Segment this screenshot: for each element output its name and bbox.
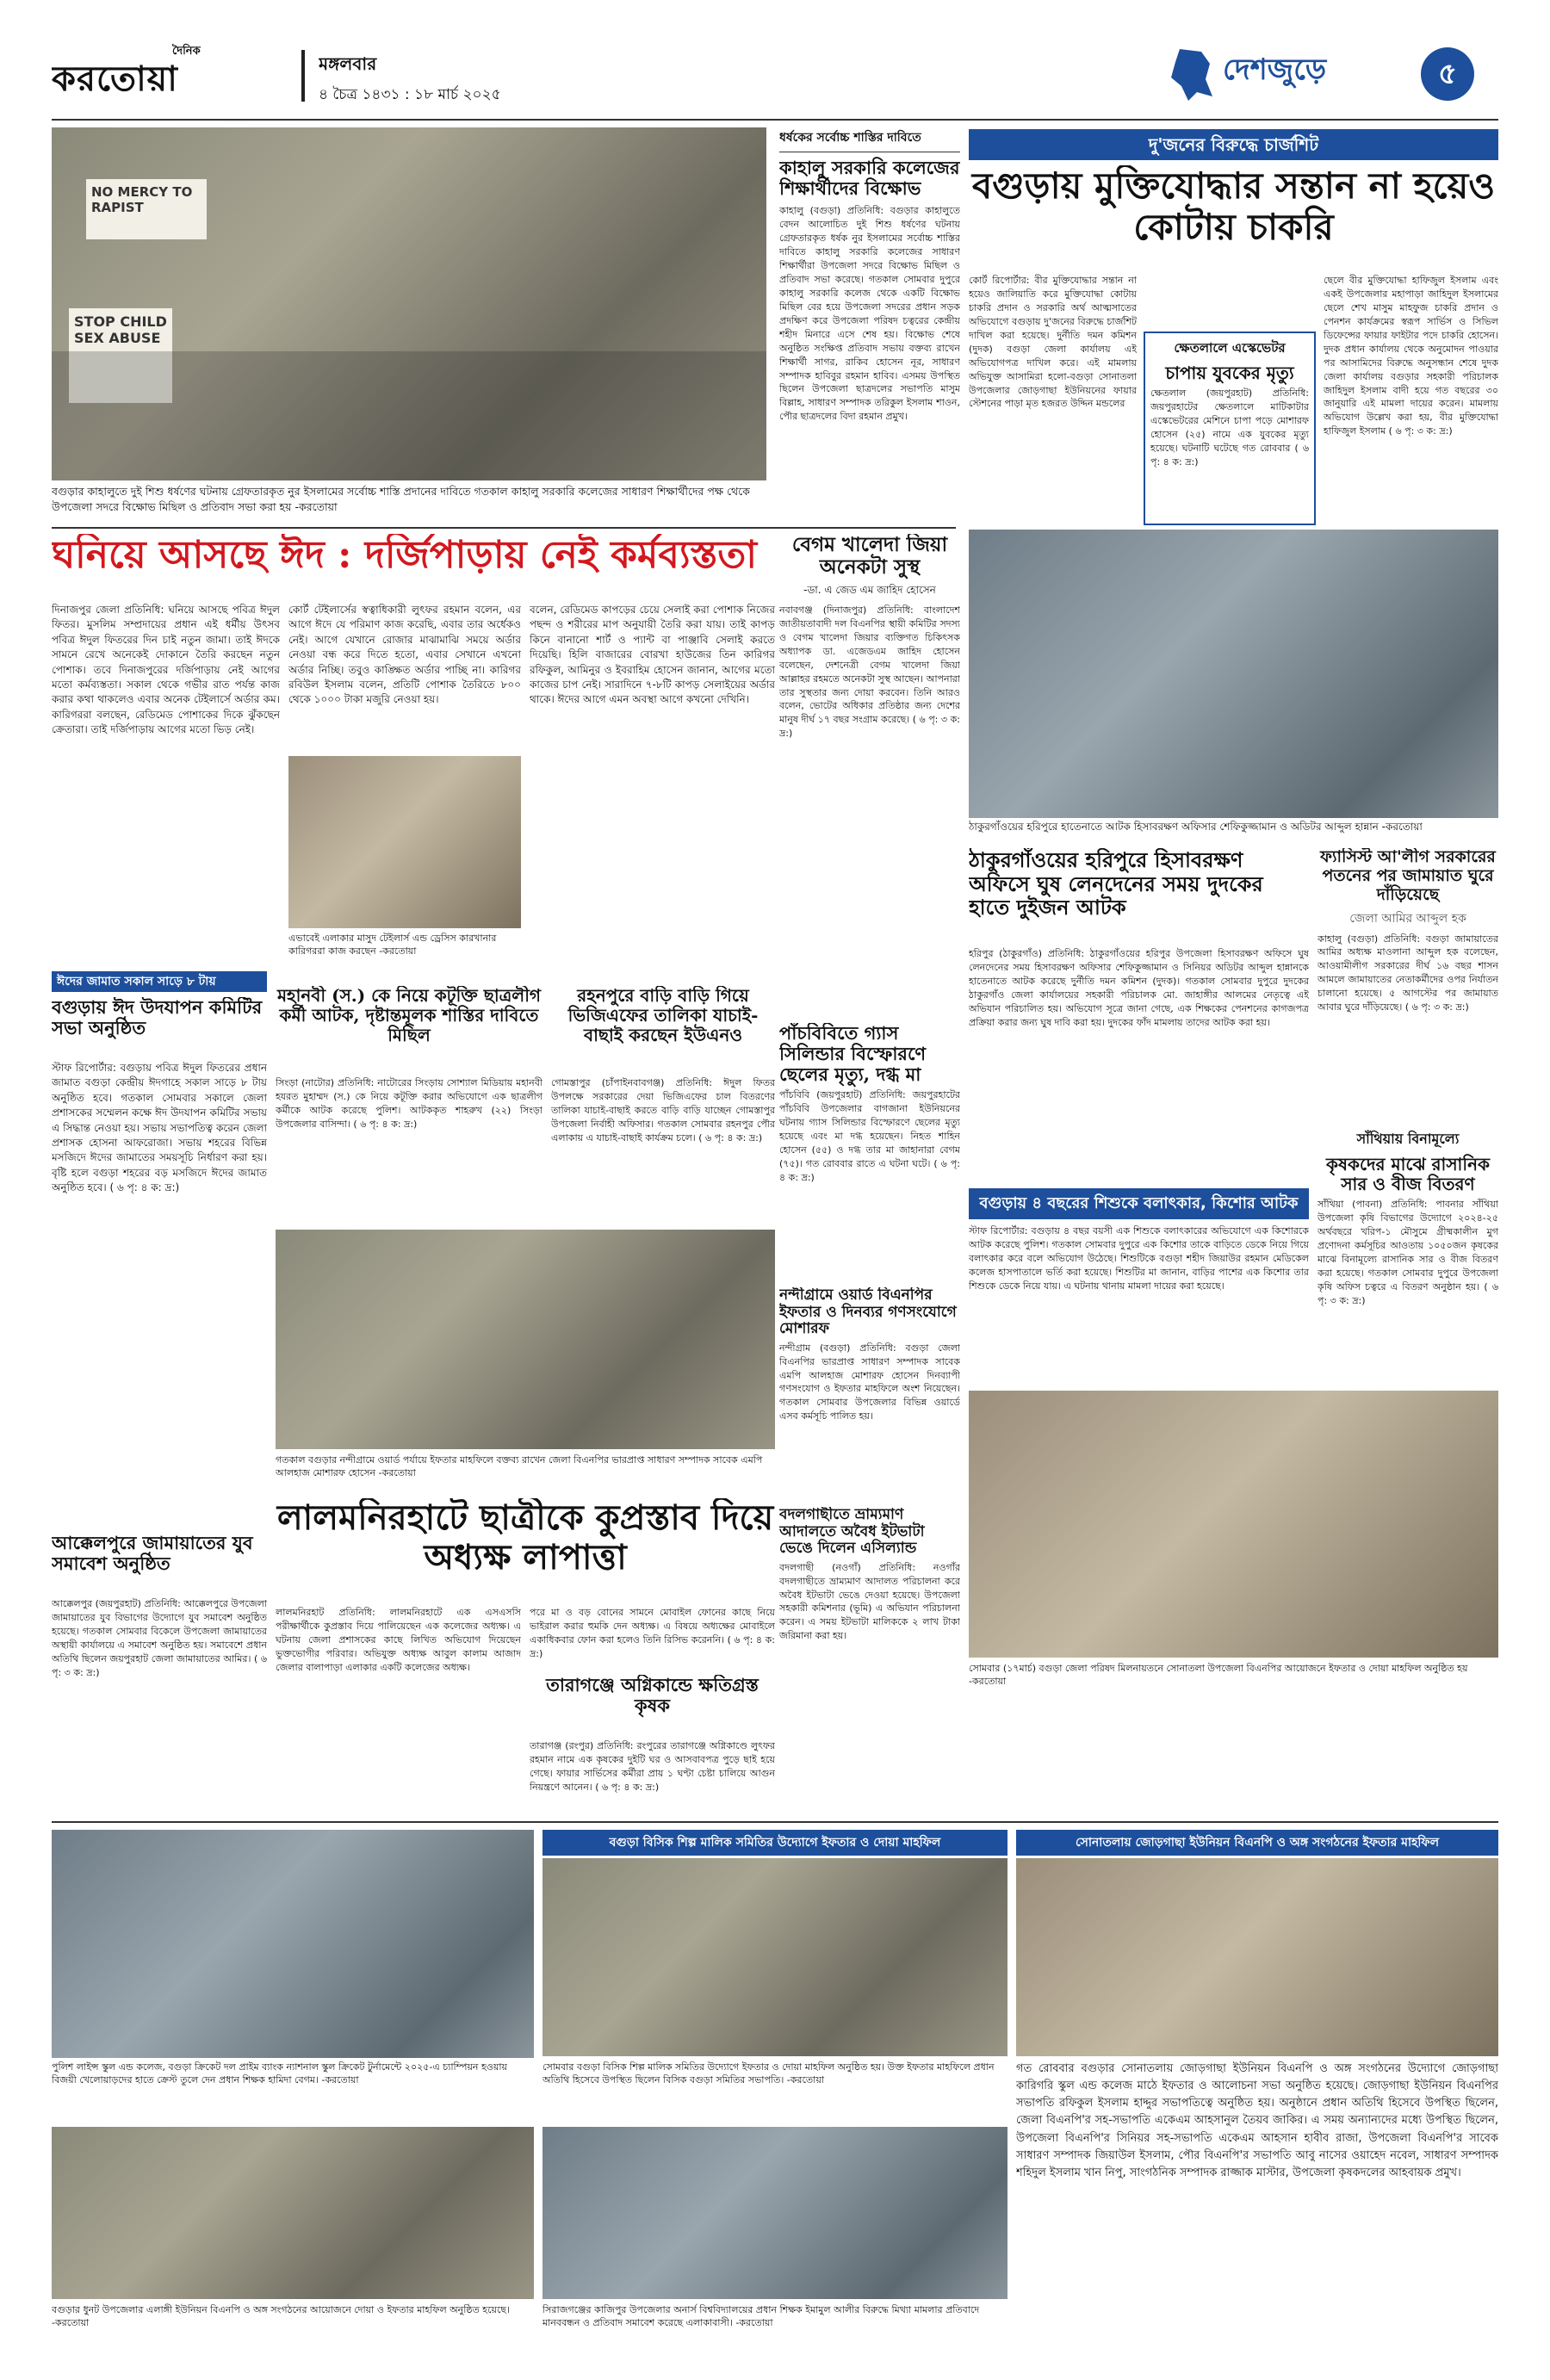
khetlal-article	[1144, 332, 1316, 525]
haripur-body: হরিপুর (ঠাকুরগাঁও) প্রতিনিধি: ঠাকুরগাঁওয়ের হরিপুর উপজেলা হিসাবরক্ষণ অফিসে ঘুষ লেনদেনের সময় হিসাবরক্ষণ অফিসার শেফিকুজ্জামান ও সিনিয়র অডিটর আব্দুল হান্নানকে হাতেনাতে আটক করেছে দুর্নীতি দমন কমিশন (দুদক)। গতকাল সোমবার দুপুরে দুদকের ঠাকুরগাঁও জেলা কার্যালয়ের সহকারী পরিচালক মো. জাহাঙ্গীর আলমের নেতৃত্বে এই অভিযান পরিচালিত হয়। অভিযোগ সূত্রে জানা গেছে, এক শিক্ষকের পেনশনের কাগজপত্র প্রক্রিয়া করার জন্য ঘুষ দাবি করা হয়। দুদকের ফাঁদ মামলায় তাদের আটক করা হয়।	[969, 948, 1309, 1028]
nondigram-photo	[276, 1230, 775, 1449]
fascist-byline: জেলা আমির আব্দুল হক	[1349, 911, 1466, 926]
placard-2: STOP CHILD SEX ABUSE	[69, 308, 172, 403]
eid-headline: ঘনিয়ে আসছে ঈদ : দর্জিপাড়ায় নেই কর্মব্যস্ততা	[52, 534, 758, 577]
logo-main: করতোয়া	[52, 59, 178, 99]
chargesheet-body-2: ছেলে বীর মুক্তিযোদ্ধা হাফিজুল ইসলাম এবং একই উপজেলার মহাপাড়া জাহিদুল ইসলামের ছেলে শেখ মাসুম মাহফুজ চাকরি প্রদান ও পেনশন কার্যক্রমের স্বরূপ সার্ভিস ও সিভিল ডিফেন্সের ফায়ার ফাইটার পদে চাকরি হোসেন। দুদক প্রধান কার্যালয় থেকে অনুমোদন পাওয়ার পর আসামিদের বিরুদ্ধে অনুসন্ধান শেষে দুদক জেলা কার্যালয় বগুড়ার সহকারী পরিচালক জাহিদুল ইসলাম বাদী হয়ে গত বছরের ৩০ জানুয়ারি এই মামলা দায়ের করেন। মামলায় অভিযোগ উল্লেখ করা হয়, বীর মুক্তিযোদ্ধা হাফিজুল ইসলাম ( ৬ পৃ: ৩ ক: দ্র:)	[1324, 275, 1498, 437]
logo	[52, 43, 310, 108]
police-cricket-photo	[52, 1830, 534, 2058]
lalmonirhat-body-2: পরে মা ও বড় বোনের সামনে মোবাইল ফোনের কাছে নিয়ে ভাইরাল করার হুমকি দেন অধ্যক্ষ। এ বিষয়ে অধ্যক্ষের মোবাইলে একাধিকবার ফোন করা হলেও তিনি রিসিভ করেননি। ( ৬ পৃ: ৪ ক: দ্র:)	[530, 1607, 775, 1659]
fascist-article	[1318, 848, 1498, 1124]
kazipur-caption: সিরাজগঞ্জের কাজিপুর উপজেলার অনার্স বিশ্ববিদ্যালয়ের প্রধান শিক্ষক ইমামুল আলীর বিরুদ্ধে মিথ্যা মামলার প্রতিবাদে মানববন্ধন ও প্রতিবাদ সমাবেশ করেছে এলাকাবাসী। -করতোয়া	[542, 2304, 980, 2329]
bisic-banner: বগুড়া বিসিক শিল্প মালিক সমিতির উদ্যোগে ইফতার ও দোয়া মাহফিল	[542, 1830, 1008, 1856]
eid-body-1: দিনাজপুর জেলা প্রতিনিধি: ঘনিয়ে আসছে পবিত্র ঈদুল ফিতর। মুসলিম সম্প্রদায়ের প্রধান এই ধর্মীয় উৎসব পবিত্র ঈদুল ফিতরের দিন চাই নতুন জামা। তাই ঈদকে সামনে রেখে অনেকেই দোকানে তৈরি করছেন নতুন পোশাক। তবে দিনাজপুরের দর্জিপাড়ায় নেই আগের মতো কর্মব্যস্ততা। সকাল থেকে গভীর রাত পর্যন্ত কাজ করার কথা থাকলেও এবার অনেক টেইলার্সে অর্ডার কম। কারিগররা বলছেন, রেডিমেড পোশাকের দিকে ঝুঁকছেন ক্রেতারা। তাই দর্জিপাড়ায় আগের মতো ভিড় নেই।	[52, 604, 280, 736]
masthead-divider	[301, 50, 305, 102]
jamat-banner: ঈদের জামাত সকাল সাড়ে ৮ টায়	[52, 971, 267, 992]
santhia-article	[1318, 1128, 1498, 1386]
bisic-caption: সোমবার বগুড়া বিসিক শিল্প মালিক সমিতির উদ্যোগে ইফতার ও দোয়া মাহফিল অনুষ্ঠিত হয়। উক্ত ইফতার মাহফিলে প্রধান অতিথি হিসেবে উপস্থিত ছিলেন বিসিক বগুড়া সমিতির সভাপতি। -করতোয়া	[542, 2061, 995, 2086]
rohonpur-body: গোমস্তাপুর (চাঁপাইনবাবগঞ্জ) প্রতিনিধি: ঈদুল ফিতর উপলক্ষে সরকারের দেয়া ভিজিএফের চাল বিতরণের তালিকা যাচাই-বাছাই করতে বাড়ি বাড়ি যাচ্ছেন গোমস্তাপুর উপজেলা নির্বাহী অফিসার। গতকাল সোমবার রহনপুর পৌর এলাকায় এ যাচাই-বাছাই কার্যক্রম চলে। ( ৬ পৃ: ৪ ক: দ্র:)	[551, 1077, 775, 1144]
taraganj-headline: তারাগঞ্জে অগ্নিকান্ডে ক্ষতিগ্রস্ত কৃষক	[546, 1675, 759, 1717]
kahalu-body: কাহালু (বগুড়া) প্রতিনিধি: বগুড়ার কাহালুতে বেদন আলোচিত দুই শিশু ধর্ষণের ঘটনায় গ্রেফতারকৃত ধর্ষক নুর ইসলামের সর্বোচ্চ শাস্তির দাবিতে কাহালু সরকারি কলেজের সাধারণ শিক্ষার্থীরা উপজেলা সদরে বিক্ষোভ মিছিল ও প্রতিবাদ সভা করেছে। গতকাল সোমবার দুপুরে কাহালু সরকারি কলেজ থেকে একটি বিক্ষোভ মিছিল বের হয়ে উপজেলা সদরের প্রধান সড়ক প্রদক্ষিণ করে উপজেলা পরিষদ চত্বরের কেন্দ্রীয় শহীদ মিনারে এসে শেষ হয়। বিক্ষোভ শেষে অনুষ্ঠিত সংক্ষিপ্ত প্রতিবাদ সভায় বক্তব্য রাখেন শিক্ষার্থী সাগর, রাকিব হোসেন নূর, সাধারণ সম্পাদক হাবিবুর রহমান হাবিব। এসময় উপস্থিত ছিলেন উপজেলা ছাত্রদলের সভাপতি মাসুম বিল্লাহ, সাধারণ সম্পাদক তরিকুল ইসলাম শাওন, পৌর ছাত্রদলের বিদা রহমান প্রমুখ।	[779, 205, 960, 423]
rule-bottom	[52, 1821, 1498, 1823]
jorgachha-banner: সোনাতলায় জোড়গাছা ইউনিয়ন বিএনপি ও অঙ্গ সংগঠনের ইফতার মাহফিল	[1016, 1830, 1498, 1856]
haripur-headline: ঠাকুরগাঁওয়ের হরিপুরে হিসাবরক্ষণ অফিসে ঘুষ লেনদেনের সময় দুদকের হাতে দুইজন আটক	[969, 848, 1263, 920]
pachbibi-headline: পাঁচবিবিতে গ্যাস সিলিন্ডার বিস্ফোরণে ছেলের মৃত্যু, দগ্ধ মা	[779, 1023, 927, 1086]
kahalu-article	[779, 127, 960, 524]
santhia-headline: কৃষকদের মাঝে রাসানিক সার ও বীজ বিতরণ	[1325, 1154, 1491, 1194]
santhia-body: সাঁথিয়া (পাবনা) প্রতিনিধি: পাবনার সাঁথিয়া উপজেলা কৃষি বিভাগের উদ্যোগে ২০২৪-২৫ অর্থবছরে খরিপ-১ মৌসুমে গ্রীষ্মকালীন মুগ প্রণোদনা কর্মসূচির আওতায় ১০৫০জন কৃষকের মাঝে বিনামূল্যে রাসানিক সার ও বীজ বিতরণ করা হয়েছে। গতকাল সোমবার দুপুরে উপজেলা কৃষি অফিস চত্বরে এ বিতরণ অনুষ্ঠান হয়। ( ৬ পৃ: ৩ ক: দ্র:)	[1318, 1199, 1498, 1306]
mohanobi-body: সিংড়া (নাটোর) প্রতিনিধি: নাটোরের সিংড়ায় সোশ্যাল মিডিয়ায় মহানবী হযরত মুহাম্মদ (স.) কে নিয়ে কটূক্তি করার অভিযোগে এক ছাত্রলীগ কর্মীকে আটক করেছে পুলিশ। আটককৃত শাহরুখ (২২) সিংড়া উপজেলার বাসিন্দা। ( ৬ পৃ: ৪ ক: দ্র:)	[276, 1077, 542, 1130]
khaleda-body: নবাবগঞ্জ (দিনাজপুর) প্রতিনিধি: বাংলাদেশ জাতীয়তাবাদী দল বিএনপির স্থায়ী কমিটির সদস্য ও বেগম খালেদা জিয়ার ব্যক্তিগত চিকিৎসক অধ্যাপক ডা. এজেডএম জাহিদ হোসেন বলেছেন, দেশনেত্রী বেগম খালেদা জিয়া আল্লাহর রহমতে অনেকটা সুস্থ আছেন। আপনারা তার সুস্থতার জন্য দোয়া করবেন। তিনি আরও বলেন, ভোটের অধিকার প্রতিষ্ঠার জন্য দেশের মানুষ দীর্ঘ ১৭ বছর সংগ্রাম করেছে। ( ৬ পৃ: ৩ ক: দ্র:)	[779, 604, 960, 740]
fascist-body: কাহালু (বগুড়া) প্রতিনিধি: বগুড়া জামায়াতের আমির অধ্যক্ষ মাওলানা আব্দুল হক বলেছেন, আওয়ামীলীগ সরকারের দীর্ঘ ১৬ বছর শাসন আমলে জামায়াতের নেতাকর্মীদের ওপর নির্যাতন চালানো হয়েছে। ৫ আগস্টের পর জামায়াত আবার ঘুরে দাঁড়িয়েছে। ( ৬ পৃ: ৩ ক: দ্র:)	[1318, 933, 1498, 1013]
bodolgachhi-article	[779, 1507, 960, 1817]
dhunat-photo	[52, 2127, 534, 2299]
pachbibi-body: পাঁচবিবি (জয়পুরহাট) প্রতিনিধি: জয়পুরহাটের পাঁচবিবি উপজেলার বাগজানা ইউনিয়নের ঘটনায় গ্যাস সিলিন্ডার বিস্ফোরণে ছেলের মৃত্যু হয়েছে এবং মা দগ্ধ হয়েছেন। নিহত শাহিন হোসেন (৫৫) ও দগ্ধ তার মা জাহানারা বেগম (৭৫)। গত রোববার রাতে এ ঘটনা ঘটে। ( ৬ পৃ: ৪ ক: দ্র:)	[779, 1089, 960, 1184]
masthead-day: মঙ্গলবার	[319, 53, 377, 74]
jamat-headline: বগুড়ায় ঈদ উদযাপন কমিটির সভা অনুষ্ঠিত	[52, 997, 263, 1039]
bodolgachhi-body: বদলগাছী (নওগাঁ) প্রতিনিধি: নওগাঁর বদলগাছীতে ভ্রাম্যমাণ আদালত পরিচালনা করে অবৈধ ইটভাটা ভেঙে দেওয়া হয়েছে। উপজেলা সহকারী কমিশনার (ভূমি) এ অভিযান পরিচালনা করেন। এ সময় ইটভাটা মালিককে ২ লাখ টাকা জরিমানা করা হয়।	[779, 1561, 960, 1642]
jamat-body: স্টাফ রিপোর্টার: বগুড়ায় পবিত্র ঈদুল ফিতরের প্রধান জামাত বগুড়া কেন্দ্রীয় ঈদগাহে সকাল সাড়ে ৮ টায় অনুষ্ঠিত হবে। গতকাল সোমবার সকালে জেলা প্রশাসকের সম্মেলন কক্ষে ঈদ উদযাপন কমিটির সভায় এ সিদ্ধান্ত নেওয়া হয়। সভায় সভাপতিত্ব করেন জেলা প্রশাসক হোসনা আফরোজা। সভায় শহরের বিভিন্ন মসজিদে ঈদের জামাতের সময়সূচি নির্ধারণ করা হয়। বৃষ্টি হলে বগুড়া শহরের বড় মসজিদে ঈদের জামাত অনুষ্ঠিত হবে। ( ৬ পৃ: ৪ ক: দ্র:)	[52, 1062, 267, 1194]
placard-1: NO MERCY TO RAPIST	[86, 179, 207, 239]
kazipur-photo	[542, 2127, 1008, 2299]
masthead-rule	[52, 119, 1498, 121]
tailor-photo	[288, 756, 521, 928]
bodolgachhi-headline: বদলগাছীতে ভ্রাম্যমাণ আদালতে অবৈধ ইটভাটা ভেঙে দিলেন এসিল্যান্ড	[779, 1507, 925, 1558]
page-number: ৫	[1421, 47, 1474, 101]
lalmonirhat-body-1: লালমনিরহাট প্রতিনিধি: লালমনিরহাটে এক এসএসসি পরীক্ষার্থীকে কুপ্রস্তাব দিয়ে পালিয়েছেন এক কলেজের অধ্যক্ষ। এ ঘটনায় জেলা প্রশাসকের কাছে লিখিত অভিযোগ দিয়েছেন ভুক্তভোগীর পরিবার। অভিযুক্ত অধ্যক্ষ আবুল কালাম আজাদ জেলার বালাপাড়া এলাকার একটি কলেজের অধ্যক্ষ।	[276, 1607, 521, 1673]
kahalu-headline: কাহালু সরকারি কলেজের শিক্ষার্থীদের বিক্ষোভ	[779, 157, 960, 200]
abduct-body: স্টাফ রিপোর্টার: বগুড়ায় ৪ বছর বয়সী এক শিশুকে বলাৎকারের অভিযোগে এক কিশোরকে আটক করেছে পুলিশ। গতকাল সোমবার দুপুরে এক কিশোর তাকে বাড়িতে ডেকে নিয়ে গিয়ে বলাৎকার করে বলে অভিযোগ উঠেছে। শিশুটিকে বগুড়া শহীদ জিয়াউর রহমান মেডিকেল কলেজ হাসপাতালে ভর্তি করা হয়েছে। শিশুটির মা জানান, বাড়ির পাশের এক কিশোর তার শিশুকে ডেকে নিয়ে যায়। এ ঘটনায় থানায় মামলা দায়ের করা হয়েছে।	[969, 1225, 1309, 1292]
khaleda-byline: -ডা. এ জেড এম জাহিদ হোসেন	[803, 583, 936, 596]
masthead-date-block	[319, 52, 594, 103]
bisic-photo	[542, 1858, 1008, 2056]
chargesheet-headline: বগুড়ায় মুক্তিযোদ্ধার সন্তান না হয়েও কোটায় চাকরি	[971, 165, 1496, 249]
nondigram-headline: নন্দীগ্রামে ওয়ার্ড বিএনপির ইফতার ও দিনব্যর গণসংযোগে মোশারফ	[779, 1287, 957, 1338]
jorgachha-photo	[1016, 1858, 1498, 2056]
chargesheet-body-1: কোর্ট রিপোর্টার: বীর মুক্তিযোদ্ধার সন্তান না হয়েও জালিয়াতি করে মুক্তিযোদ্ধা কোটায় চাকরি প্রদান ও সরকারি অর্থ আত্মসাতের অভিযোগে বগুড়ায় দু'জনের বিরুদ্ধে চার্জশিট দাখিল করা হয়েছে। দুর্নীতি দমন কমিশন (দুদক) বগুড়া জেলা কার্যালয় এই অভিযোগপত্র দাখিল করে। এই মামলায় অভিযুক্ত আসামিরা হলো-বগুড়া সোনাতলা উপজেলার জোড়গাছা ইউনিয়নের ফায়ার স্টেশনের পাড়া মৃত হজরত উদ্দিন মন্ডলের	[969, 275, 1137, 410]
rohonpur-headline: রহনপুরে বাড়ি বাড়ি গিয়ে ভিজিএফের তালিকা যাচাই-বাছাই করছেন ইউএনও	[567, 986, 759, 1045]
sonatola-meeting-photo	[969, 1391, 1498, 1658]
logo-top: দৈনিক	[172, 45, 201, 58]
kahalu-kicker: ধর্ষকের সর্বোচ্চ শাস্তির দাবিতে	[779, 127, 960, 152]
dhunat-caption: বগুড়ার ধুনট উপজেলার এলাঙ্গী ইউনিয়ন বিএনপি ও অঙ্গ সংগঠনের আয়োজনে দোয়া ও ইফতার মাহফিল অনুষ্ঠিত হয়েছে। -করতোয়া	[52, 2304, 511, 2329]
eid-body-2: কোর্ট টেইলার্সের স্বত্বাধিকারী লুৎফর রহমান বলেন, এর আগে ঈদে যে পরিমাণ কাজ করেছি, এবার তার অর্ধেকও নেই। আগে যেখানে রোজার মাঝামাঝি সময়ে অর্ডার নেওয়া বন্ধ করে দিতে হতো, এবার সেখানে এখনো অর্ডার নিচ্ছি। তবুও কাঙ্ক্ষিত অর্ডার পাচ্ছি না। কারিগর রবিউল ইসলাম বলেন, প্রতিটি পোশাক তৈরিতে ৮০০ থেকে ১০০০ টাকা মজুরি নেওয়া হয়।	[288, 604, 521, 706]
santhia-kicker: সাঁথিয়ায় বিনামূল্যে	[1356, 1131, 1460, 1147]
rule-1	[52, 527, 956, 529]
fascist-headline: ফ্যাসিস্ট আ'লীগ সরকারের পতনের পর জামায়াত ঘুরে দাঁড়িয়েছে	[1320, 848, 1496, 904]
protest-photo	[52, 127, 766, 480]
bangladesh-map-icon	[1162, 45, 1223, 105]
nondigram-body: নন্দীগ্রাম (বগুড়া) প্রতিনিধি: বগুড়া জেলা বিএনপির ভারপ্রাপ্ত সাধারণ সম্পাদক সাবেক এমপি আলহাজ মোশারফ হোসেন দিনব্যাপী গণসংযোগ ও ইফতার মাহফিলে অংশ নিয়েছেন। গতকাল সোমবার উপজেলার বিভিন্ন ওয়ার্ডে এসব কর্মসূচি পালিত হয়।	[779, 1342, 960, 1422]
jorgachha-body: গত রোববার বগুড়ার সোনাতলায় জোড়গাছা ইউনিয়ন বিএনপি ও অঙ্গ সংগঠনের উদ্যোগে জোড়গাছা কারিগরি স্কুল এন্ড কলেজ মাঠে ইফতার ও আলোচনা সভা অনুষ্ঠিত হয়েছে। জোড়গাছা ইউনিয়ন বিএনপির সভাপতি রফিকুল ইসলাম হাদ্দুর সভাপতিত্বে অনুষ্ঠিত হয়। অনুষ্ঠানে প্রধান অতিথি হিসেবে উপস্থিত ছিলেন, জেলা বিএনপি'র সহ-সভাপতি একেএম আহসানুল তৈয়ব জাকির। এ সময় অন্যান্যদের মধ্যে উপস্থিত ছিলেন, উপজেলা বিএনপি'র সিনিয়র সহ-সভাপতি একেএম আহসান হাবীব রাজা, উপজেলা বিএনপি'র সাবেক সাধারণ সম্পাদক জিয়াউল ইসলাম, পৌর বিএনপি'র সভাপতি আবু নাসের ওয়াহেদ নবেল, সাধারণ সম্পাদক শহিদুল ইসলাম খান নিপু, সাংগঠনিক সম্পাদক রাজ্জাক মাস্টার, উপজেলা কৃষকদলের আহবায়ক প্রমুখ।	[1016, 2062, 1498, 2179]
nondigram-photo-caption: গতকাল বগুড়ার নন্দীগ্রামে ওয়ার্ড পর্যায়ে ইফতার মাহফিলে বক্তব্য রাখেন জেলা বিএনপির ভারপ্রাপ্ত সাধারণ সম্পাদক সাবেক এমপি আলহাজ মোশারফ হোসেন -করতোয়া	[276, 1454, 763, 1479]
akkelpur-body: আক্কেলপুর (জয়পুরহাট) প্রতিনিধি: আক্কেলপুরে উপজেলা জামায়াতের যুব বিভাগের উদ্যোগে যুব সমাবেশ অনুষ্ঠিত হয়েছে। গতকাল সোমবার বিকেলে উপজেলা জামায়াতের অস্থায়ী কার্যালয়ে এ সমাবেশ অনুষ্ঠিত হয়। সমাবেশে প্রধান অতিথি ছিলেন জয়পুরহাট জেলা জামায়াতের আমির। ( ৬ পৃ: ৩ ক: দ্র:)	[52, 1598, 267, 1678]
khetlal-kicker: ক্ষেতলালে এস্কেভেটর	[1174, 340, 1286, 356]
khaleda-article	[779, 534, 960, 1016]
khetlal-headline: চাপায় যুবকের মৃত্যু	[1165, 363, 1294, 383]
khaleda-headline: বেগম খালেদা জিয়া অনেকটা সুস্থ	[791, 534, 948, 580]
tailor-photo-caption: এভাবেই এলাকার মাসুদ টেইলার্স এন্ড ড্রেসিস কারখানার কারিগররা কাজ করছেন -করতোয়া	[288, 933, 497, 958]
top-photo-caption: বগুড়ার কাহালুতে দুই শিশু ধর্ষণের ঘটনায় গ্রেফতারকৃত নুর ইসলামের সর্বোচ্চ শাস্তি প্রদানের দাবিতে গতকাল কাহালু সরকারি কলেজের সাধারণ শিক্ষার্থীদের পক্ষ থেকে উপজেলা সদরে বিক্ষোভ মিছিল ও প্রতিবাদ সভা করা হয় -করতোয়া	[52, 485, 750, 513]
chargesheet-banner: দু'জনের বিরুদ্ধে চার্জশিট	[969, 129, 1498, 160]
taraganj-body: তারাগঞ্জ (রংপুর) প্রতিনিধি: রংপুরের তারাগঞ্জে অগ্নিকাণ্ডে লুৎফর রহমান নামে এক কৃষকের দুইটি ঘর ও আসবাবপত্র পুড়ে ছাই হয়ে গেছে। ফায়ার সার্ভিসের কর্মীরা প্রায় ১ ঘণ্টা চেষ্টা চালিয়ে আগুন নিয়ন্ত্রণে আনেন। ( ৬ পৃ: ৪ ক: দ্র:)	[530, 1740, 775, 1793]
pachbibi-article	[779, 1023, 960, 1281]
mohanobi-headline: মহানবী (স.) কে নিয়ে কটূক্তি ছাত্রলীগ কর্মী আটক, দৃষ্টান্তমূলক শাস্তির দাবিতে মিছিল	[276, 986, 542, 1045]
akkelpur-headline: আক্কেলপুরে জামায়াতের যুব সমাবেশ অনুষ্ঠিত	[52, 1533, 253, 1575]
abduct-banner: বগুড়ায় ৪ বছরের শিশুকে বলাৎকার, কিশোর আটক	[969, 1188, 1309, 1219]
bribe-arrest-photo	[969, 530, 1498, 818]
bribe-photo-caption: ঠাকুরগাঁওয়ের হরিপুরে হাতেনাতে আটক হিসাবরক্ষণ অফিসার শেফিকুজ্জামান ও অডিটর আব্দুল হান্নান -করতোয়া	[969, 821, 1423, 833]
sonatola-meeting-caption: সোমবার (১৭মার্চ) বগুড়া জেলা পরিষদ মিলনায়তনে সোনাতলা উপজেলা বিএনপির আয়োজনে ইফতার ও দোয়া মাহফিল অনুষ্ঠিত হয় -করতোয়া	[969, 1663, 1468, 1688]
police-cricket-caption: পুলিশ লাইন্স স্কুল এন্ড কলেজ, বগুড়া ক্রিকেট দল প্রাইম ব্যাংক ন্যাশনাল স্কুল ক্রিকেট টুর্নামেন্টে ২০২৫-এ চ্যাম্পিয়ন হওয়ায় বিজয়ী খেলোয়াড়দের হাতে ক্রেস্ট তুলে দেন প্রধান শিক্ষক হামিদা বেগম। -করতোয়া	[52, 2061, 508, 2086]
lalmonirhat-headline: লালমনিরহাটে ছাত্রীকে কুপ্রস্তাব দিয়ে অধ্যক্ষ লাপাত্তা	[276, 1498, 774, 1577]
masthead-date: ৪ চৈত্র ১৪৩১ : ১৮ মার্চ ২০২৫	[319, 86, 501, 103]
eid-body-3: বলেন, রেডিমেড কাপড়ের চেয়ে সেলাই করা পোশাক নিজের পছন্দ ও শরীরের মাপ অনুযায়ী তৈরি করা যায়। তাই কাপড় কিনে বানানো শার্ট ও প্যান্ট বা পাঞ্জাবি সেলাই করতে দিয়েছি। হিলি বাজারের বোরখা হাউজের তিন কারিগর রফিকুল, আমিনুর ও ইবরাহিম হোসেন জানান, আগের মতো কাজের চাপ নেই। সারাদিনে ৭-৮টি কাপড় সেলাইয়ের অর্ডার থাকে। ঈদের আগে এমন অবস্থা আগে কখনো দেখিনি।	[530, 604, 775, 706]
nondigram-article	[779, 1287, 960, 1503]
khetlal-body: ক্ষেতলাল (জয়পুরহাট) প্রতিনিধি: জয়পুরহাটের ক্ষেতলালে মাটিকাটার এস্কেভেটরের মেশিনে চাপা পড়ে মোশারফ হোসেন (২৫) নামে এক যুবকের মৃত্যু হয়েছে। ঘটনাটি ঘটেছে গত রোববার ( ৬ পৃ: ৪ ক: দ্র:)	[1150, 387, 1309, 468]
section-title: দেশজুড়ে	[1223, 53, 1327, 87]
